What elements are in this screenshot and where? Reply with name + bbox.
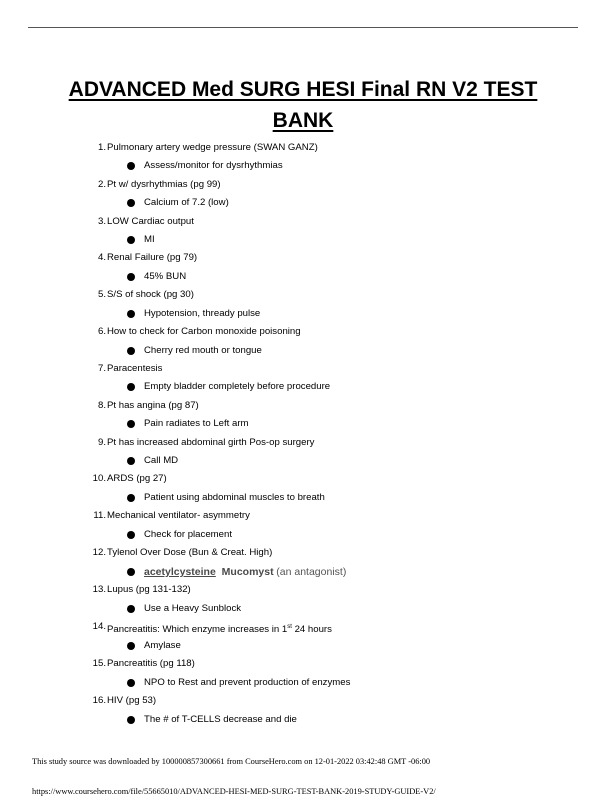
question-number: 12. [92, 547, 106, 558]
bullet-icon [127, 642, 135, 650]
question-number: 16. [92, 695, 106, 706]
bullet-icon [127, 273, 135, 281]
question-number: 6. [97, 326, 106, 337]
question-text: Mechanical ventilator- asymmetry [107, 510, 250, 521]
bullet-icon [127, 716, 135, 724]
answer-text: The # of T-CELLS decrease and die [144, 714, 297, 725]
download-note: This study source was downloaded by 100000857300661 from CourseHero.com on 12-01-2022 03:42:48 GMT -06:00 [32, 757, 431, 766]
answer-text: Patient using abdominal muscles to breath [144, 492, 325, 503]
answer-text: Hypotension, thready pulse [144, 308, 261, 319]
question-number: 9. [97, 437, 106, 448]
question-number: 3. [97, 216, 106, 227]
answer-text: 45% BUN [144, 271, 187, 282]
bullet-icon [127, 494, 135, 502]
question-text: LOW Cardiac output [107, 216, 194, 227]
answer-text: Check for placement [144, 529, 232, 540]
bullet-icon [127, 531, 135, 539]
answer-text: Cherry red mouth or tongue [144, 345, 262, 356]
bullet-icon [127, 679, 135, 687]
question-number: 14. [92, 621, 106, 632]
top-divider [28, 27, 578, 28]
question-text: Pt w/ dysrhythmias (pg 99) [107, 179, 221, 190]
question-number: 5. [97, 289, 106, 300]
answer-text: MI [144, 234, 155, 245]
bullet-icon [127, 383, 135, 391]
bullet-icon [127, 310, 135, 318]
bullet-icon [127, 236, 135, 244]
question-text: Pancreatitis: Which enzyme increases in 1st 24 hours [107, 624, 332, 636]
question-text: Pulmonary artery wedge pressure (SWAN GANZ) [107, 142, 318, 153]
bullet-icon [127, 568, 135, 576]
answer-note: (an antagonist) [276, 566, 347, 578]
answer-text [144, 566, 346, 579]
answer-text: Assess/monitor for dysrhythmias [144, 160, 283, 171]
question-number: 1. [97, 142, 106, 153]
question-text: Paracentesis [107, 363, 163, 374]
source-url: https://www.coursehero.com/file/55665010/ADVANCED-HESI-MED-SURG-TEST-BANK-2019-STUDY-GUIDE-V2/ [32, 787, 436, 796]
bullet-icon [127, 457, 135, 465]
page-title: ADVANCED Med SURG HESI Final RN V2 TEST BANK [68, 78, 538, 132]
question-text: Tylenol Over Dose (Bun & Creat. High) [107, 547, 273, 558]
question-number: 10. [92, 473, 106, 484]
answer-text: Call MD [144, 455, 179, 466]
question-text: S/S of shock (pg 30) [107, 289, 194, 300]
question-number: 15. [92, 658, 106, 669]
question-text: Pt has increased abdominal girth Pos-op surgery [107, 437, 315, 448]
question-text: How to check for Carbon monoxide poisoning [107, 326, 301, 337]
bullet-icon [127, 162, 135, 170]
question-number: 4. [97, 252, 106, 263]
answer-text: Amylase [144, 640, 181, 651]
answer-text: Use a Heavy Sunblock [144, 603, 242, 614]
question-text: Pt has angina (pg 87) [107, 400, 199, 411]
question-number: 11. [93, 510, 106, 521]
question-text: Renal Failure (pg 79) [107, 252, 198, 263]
bullet-icon [127, 420, 135, 428]
question-number: 7. [97, 363, 106, 374]
question-number: 2. [97, 179, 106, 190]
drug-name-mucomyst: Mucomyst [221, 566, 274, 578]
question-text: HIV (pg 53) [107, 695, 157, 706]
answer-text: Empty bladder completely before procedure [144, 381, 331, 392]
question-text: ARDS (pg 27) [107, 473, 167, 484]
question-text: Lupus (pg 131-132) [107, 584, 191, 595]
question-number: 8. [97, 400, 106, 411]
answer-text: NPO to Rest and prevent production of enzymes [144, 677, 351, 688]
bullet-icon [127, 199, 135, 207]
answer-text: Calcium of 7.2 (low) [144, 197, 229, 208]
drug-name-acetylcysteine: acetylcysteine [144, 566, 216, 578]
answer-text: Pain radiates to Left arm [144, 418, 249, 429]
question-text: Pancreatitis (pg 118) [107, 658, 195, 669]
question-number: 13. [92, 584, 106, 595]
bullet-icon [127, 605, 135, 613]
bullet-icon [127, 347, 135, 355]
